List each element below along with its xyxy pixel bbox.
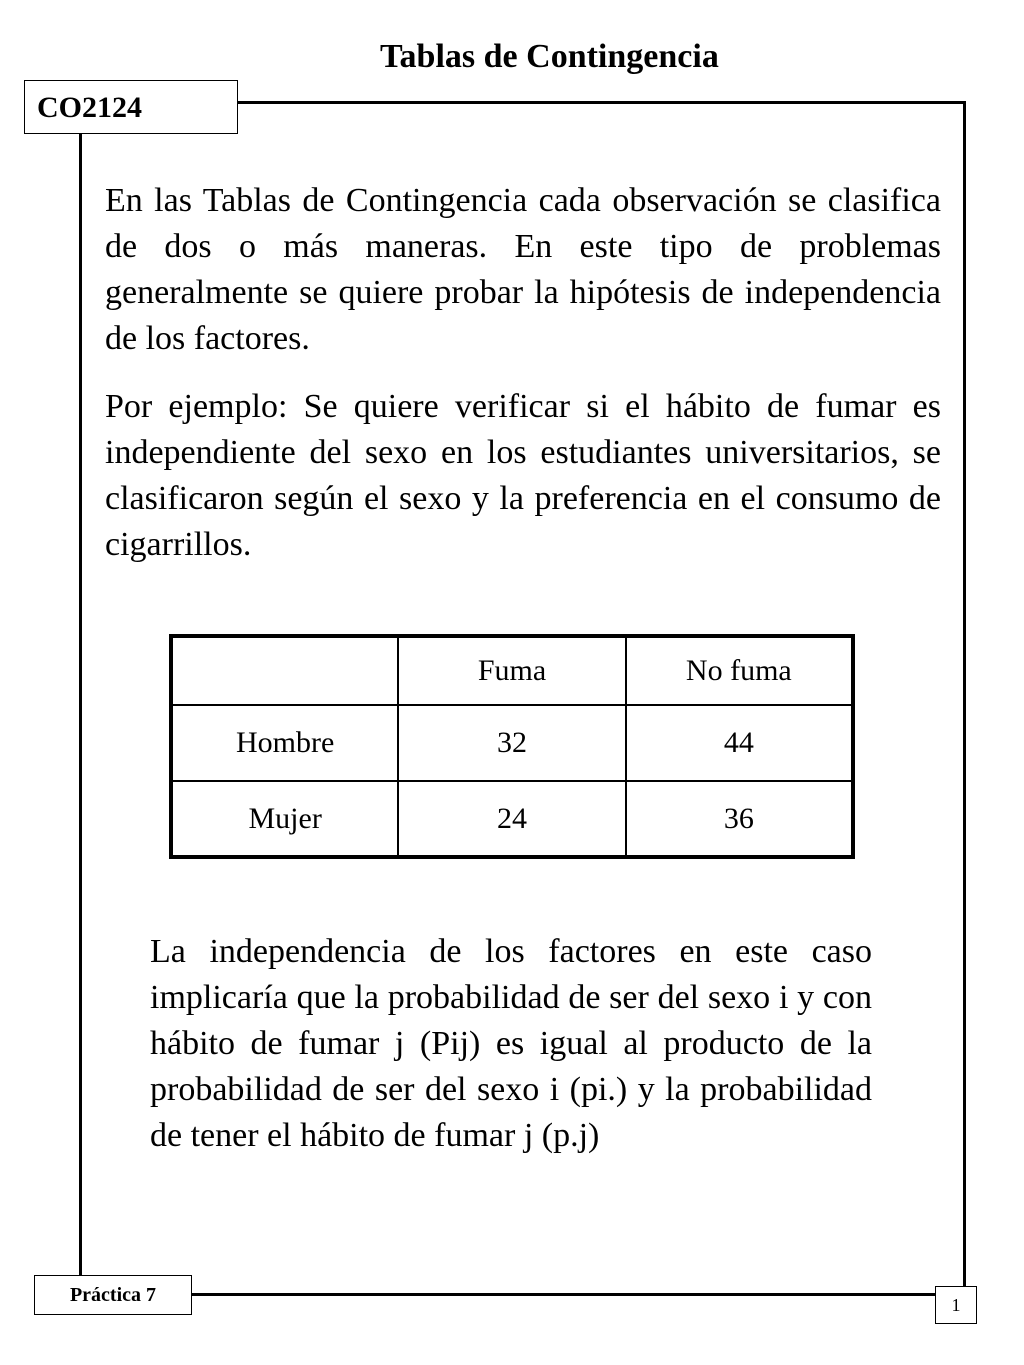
table-cell: 32 xyxy=(398,705,625,781)
course-code-label: CO2124 xyxy=(24,80,238,134)
table-row xyxy=(171,705,853,781)
page-number: 1 xyxy=(935,1286,977,1324)
table-header-row xyxy=(171,636,853,705)
table-header-cell: No fuma xyxy=(626,636,853,705)
table-cell: 24 xyxy=(398,781,625,857)
table-cell: 44 xyxy=(626,705,853,781)
independence-paragraph: La independencia de los factores en este caso implicaría que la probabilidad de ser del sexo i y con hábito de fumar j (Pij) es igual al producto de la probabilidad de ser del sexo i (pi.) y la probabilidad de tener el hábito de fumar j (p.j) xyxy=(150,933,872,1154)
example-paragraph: Por ejemplo: Se quiere verificar si el hábito de fumar es independiente del sexo en los estudiantes universitarios, se clasificaron según el sexo y la preferencia en el consumo de cigarrillos. xyxy=(105,388,941,563)
contingency-table xyxy=(169,634,855,859)
table-header-cell: Fuma xyxy=(398,636,625,705)
table-header-cell xyxy=(171,636,398,705)
table-row xyxy=(171,781,853,857)
practice-label: Práctica 7 xyxy=(34,1275,192,1315)
table-cell: 36 xyxy=(626,781,853,857)
table-row-label: Hombre xyxy=(171,705,398,781)
intro-paragraph: En las Tablas de Contingencia cada observación se clasifica de dos o más maneras. En este tipo de problemas generalmente se quiere probar la hipótesis de independencia de los factores. xyxy=(105,182,941,357)
table-row-label: Mujer xyxy=(171,781,398,857)
page-title: Tablas de Contingencia xyxy=(380,38,719,75)
